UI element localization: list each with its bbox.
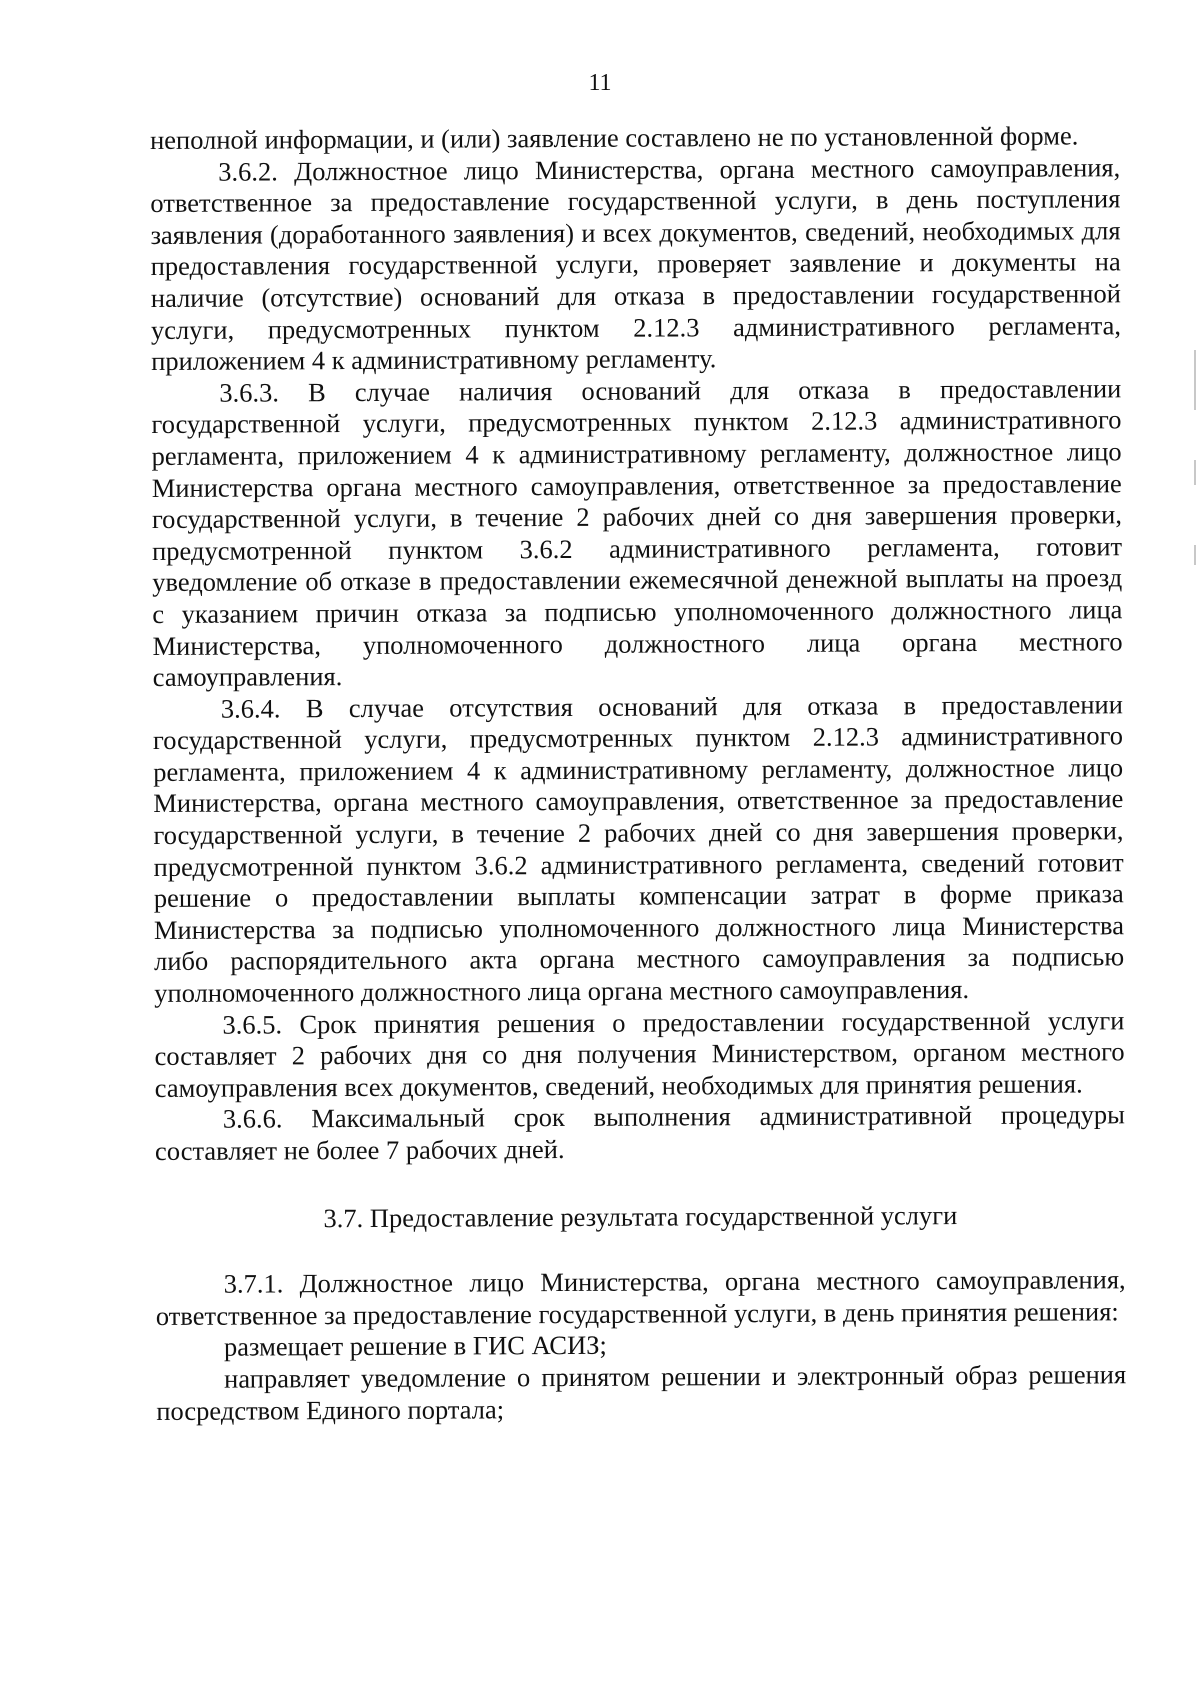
page-number: 11 — [588, 70, 612, 96]
scan-edge-mark — [1194, 350, 1196, 410]
paragraph-3-6-4: 3.6.4. В случае отсутствия оснований для отказа в предоставлении государственной услуги, предусмотренных пунктом 2.12.3 административного регламента, приложением 4 к административному регламенту, должностное лицо Министерства, органа местного самоуправления, ответственное за предоставление государственной услуги, в течение 2 рабочих дней со дня завершения проверки, предусмотренной пунктом 3.6.2 административного регламента, сведений готовит решение о предоставлении выплаты компенсации затрат в форме приказа Министерства за подписью уполномоченного должностного лица Министерства либо распорядительного акта органа местного самоуправления за подписью уполномоченного должностного лица органа местного самоуправления. — [152, 688, 1125, 1009]
list-item-post-decision: размещает решение в ГИС АСИЗ; — [223, 1330, 607, 1363]
paragraph-3-6-2: 3.6.2. Должностное лицо Министерства, органа местного самоуправления, ответственное за предоставление государственной услуги, в день поступления заявления (доработанного заявления) и всех документов, сведений, необходимых для предоставления государственной услуги, проверяет заявление и документы на наличие (отсутствие) оснований для отказа в предоставлении государственной услуги, предусмотренных пунктом 2.12.3 административного регламента, приложением 4 к административному регламенту. — [150, 151, 1122, 377]
paragraph-3-7-1: 3.7.1. Должностное лицо Министерства, органа местного самоуправления, ответственное за предоставление государственной услуги, в день принятия решения: — [155, 1264, 1126, 1331]
section-heading-3-7: 3.7. Предоставление результата государственной услуги — [323, 1199, 958, 1233]
paragraph-3-6-3: 3.6.3. В случае наличия оснований для отказа в предоставлении государственной услуги, предусмотренных пунктом 2.12.3 административного регламента, приложением 4 к административному регламенту, должностное лицо Министерства органа местного самоуправления, ответственное за предоставление государственной услуги, в течение 2 рабочих дней со дня завершения проверки, предусмотренной пунктом 3.6.2 административного регламента, готовит уведомление об отказе в предоставлении ежемесячной денежной выплаты на проезд с указанием причин отказа за подписью уполномоченного должностного лица Министерства, уполномоченного должностного лица органа местного самоуправления. — [151, 373, 1123, 693]
list-item-send-notification: направляет уведомление о принятом решении и электронный образ решения посредством Единого портала; — [156, 1359, 1127, 1426]
paragraph-continuation: неполной информации, и (или) заявление составлено не по установленной форме. — [150, 120, 1079, 155]
document-body — [150, 120, 1126, 1427]
scan-edge-mark — [1194, 545, 1196, 565]
scan-edge-mark — [1194, 460, 1196, 485]
paragraph-3-6-6: 3.6.6. Максимальный срок выполнения административной процедуры составляет не более 7 рабочих дней. — [154, 1099, 1125, 1166]
paragraph-3-6-5: 3.6.5. Срок принятия решения о предоставлении государственной услуги составляет 2 рабочих дня со дня получения Министерством, органом местного самоуправления всех документов, сведений, необходимых для принятия решения. — [154, 1004, 1125, 1103]
